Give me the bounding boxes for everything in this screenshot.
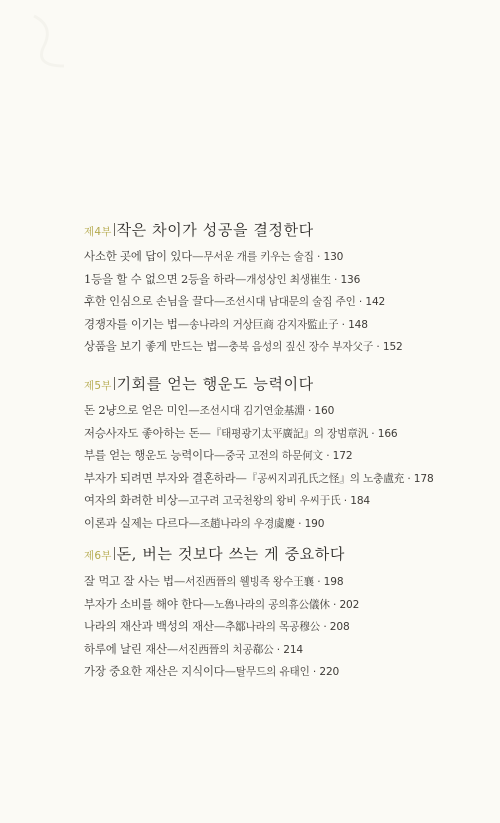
entry-separator: — bbox=[177, 493, 190, 508]
entry-title: 부자가 소비를 해야 한다 bbox=[84, 596, 203, 611]
page-separator: · bbox=[338, 318, 349, 331]
entry-subtitle: 탈무드의 유태인 bbox=[235, 666, 310, 679]
entry-page-number: 172 bbox=[332, 450, 353, 463]
entry-title: 1등을 할 수 없으면 2등을 하라 bbox=[84, 271, 235, 286]
entry-subtitle: 노魯나라의 공의휴公儀休 bbox=[214, 598, 330, 611]
entry-separator: — bbox=[188, 403, 200, 417]
entry-page-number: 214 bbox=[283, 643, 304, 656]
entry-subtitle: 충북 음성의 짚신 장수 부자父子 bbox=[228, 341, 374, 354]
part-6-divider bbox=[114, 547, 115, 560]
toc-entry[interactable] bbox=[84, 444, 434, 467]
entry-title: 상품을 보기 좋게 만드는 법 bbox=[84, 339, 218, 354]
toc-entry[interactable] bbox=[84, 399, 434, 422]
entry-separator: — bbox=[213, 619, 226, 634]
entry-page-number: 220 bbox=[319, 666, 340, 679]
entry-title: 잘 먹고 잘 사는 법 bbox=[84, 574, 174, 588]
entry-page-number: 152 bbox=[382, 341, 403, 354]
entry-subtitle: 서진西晉의 웰빙족 왕수王襄 bbox=[185, 576, 314, 588]
entry-separator: — bbox=[213, 294, 226, 309]
entry-title: 부자가 되려면 부자와 결혼하라 bbox=[84, 470, 236, 485]
page-separator: · bbox=[304, 405, 315, 417]
toc-entry[interactable] bbox=[84, 615, 359, 638]
toc-entry[interactable] bbox=[84, 660, 359, 683]
entry-separator: — bbox=[166, 641, 179, 656]
page-separator: · bbox=[313, 251, 324, 263]
entry-title: 경쟁자를 이기는 법 bbox=[84, 316, 178, 331]
part-4-label: 제4부 bbox=[84, 226, 112, 238]
faint-decoration bbox=[24, 6, 84, 76]
entry-title: 하루에 날린 재산 bbox=[84, 641, 167, 656]
entry-subtitle: 개성상인 최생崔生 bbox=[246, 273, 331, 286]
entry-subtitle: 조선시대 남대문의 술집 주인 bbox=[225, 296, 356, 309]
entry-page-number: 208 bbox=[329, 621, 350, 634]
entry-separator: — bbox=[235, 470, 247, 485]
entry-page-number: 202 bbox=[339, 598, 360, 611]
toc-entry[interactable] bbox=[84, 467, 434, 490]
part-4-entries bbox=[84, 245, 403, 358]
entry-subtitle: 무서운 개를 키우는 술집 bbox=[203, 251, 314, 263]
page-separator: · bbox=[322, 450, 333, 463]
part-6-label: 제6부 bbox=[84, 550, 112, 562]
page-separator: · bbox=[355, 296, 366, 309]
entry-page-number: 136 bbox=[340, 273, 361, 286]
part-4-title: 작은 차이가 성공을 결정한다 bbox=[116, 221, 314, 239]
toc-entry[interactable] bbox=[84, 268, 403, 291]
part-5-divider bbox=[114, 377, 115, 390]
entry-page-number: 178 bbox=[413, 472, 434, 485]
part-5-header bbox=[84, 373, 314, 395]
toc-entry[interactable] bbox=[84, 290, 403, 313]
entry-title: 사소한 곳에 답이 있다 bbox=[84, 249, 193, 263]
entry-separator: — bbox=[213, 448, 226, 463]
part-5-label: 제5부 bbox=[84, 380, 112, 392]
entry-subtitle: 중국 고전의 하문何文 bbox=[225, 450, 323, 463]
entry-page-number: 148 bbox=[348, 318, 368, 331]
part-6-title: 돈, 버는 것보다 쓰는 게 중요하다 bbox=[116, 545, 345, 563]
part-4-divider bbox=[114, 223, 115, 236]
entry-page-number: 190 bbox=[304, 517, 325, 530]
entry-separator: — bbox=[188, 515, 200, 530]
toc-entry[interactable] bbox=[84, 638, 359, 661]
entry-subtitle: 송나라의 거상巨商 감지자監止子 bbox=[189, 318, 339, 331]
page-separator: · bbox=[329, 598, 340, 611]
page-separator: · bbox=[404, 472, 414, 485]
entry-subtitle: 고구려 고국천왕의 왕비 우씨于氏 bbox=[189, 495, 341, 508]
page-separator: · bbox=[309, 666, 320, 679]
page-separator: · bbox=[273, 643, 284, 656]
entry-separator: — bbox=[173, 574, 186, 588]
entry-title: 후한 인심으로 손님을 끌다 bbox=[84, 294, 214, 309]
page-separator: · bbox=[330, 273, 341, 286]
part-5-title: 기회를 얻는 행운도 능력이다 bbox=[116, 375, 314, 393]
part-6-entries bbox=[84, 570, 359, 683]
entry-page-number: 198 bbox=[323, 576, 344, 588]
entry-separator: — bbox=[202, 596, 215, 611]
entry-separator: — bbox=[234, 271, 247, 286]
toc-entry[interactable] bbox=[84, 570, 359, 593]
page-separator: · bbox=[340, 495, 351, 508]
entry-page-number: 160 bbox=[314, 405, 335, 417]
page-separator: · bbox=[314, 576, 324, 588]
toc-entry[interactable] bbox=[84, 422, 434, 445]
part-5-entries bbox=[84, 399, 434, 535]
entry-separator: — bbox=[177, 316, 190, 331]
page-separator: · bbox=[320, 621, 330, 634]
part-4-header bbox=[84, 219, 314, 241]
entry-title: 나라의 재산과 백성의 재산 bbox=[84, 619, 214, 634]
entry-subtitle: 추鄒나라의 목공穆公 bbox=[225, 621, 321, 634]
entry-title: 여자의 화려한 비상 bbox=[84, 493, 178, 508]
entry-title: 돈 2냥으로 얻은 미인 bbox=[84, 403, 189, 417]
entry-subtitle: 조선시대 김기연金基淵 bbox=[199, 405, 305, 417]
toc-entry[interactable] bbox=[84, 512, 434, 535]
entry-subtitle: 조趙나라의 우경虞慶 bbox=[199, 517, 295, 530]
entry-title: 가장 중요한 재산은 지식이다 bbox=[84, 664, 225, 679]
entry-separator: — bbox=[217, 339, 229, 354]
entry-page-number: 142 bbox=[365, 296, 386, 309]
entry-separator: — bbox=[224, 664, 236, 679]
entry-page-number: 184 bbox=[350, 495, 371, 508]
entry-title: 부를 얻는 행운도 능력이다 bbox=[84, 448, 214, 463]
toc-entry[interactable] bbox=[84, 489, 434, 512]
toc-entry[interactable] bbox=[84, 245, 403, 268]
toc-entry[interactable] bbox=[84, 335, 403, 358]
entry-title: 이론과 실제는 다르다 bbox=[84, 515, 189, 530]
entry-separator: — bbox=[199, 425, 211, 440]
entry-separator: — bbox=[192, 249, 204, 263]
part-6-header bbox=[84, 543, 345, 565]
toc-entry[interactable] bbox=[84, 593, 359, 616]
entry-subtitle: 『공씨지괴孔氏之怪』의 노충盧充 bbox=[246, 472, 405, 485]
toc-entry[interactable] bbox=[84, 313, 403, 336]
page-separator: · bbox=[368, 427, 378, 440]
page-separator: · bbox=[294, 517, 305, 530]
page-separator: · bbox=[373, 341, 383, 354]
entry-subtitle: 『태평광기太平廣記』의 장범章汎 bbox=[210, 427, 369, 440]
entry-page-number: 166 bbox=[377, 427, 398, 440]
entry-subtitle: 서진西晉의 치공郗公 bbox=[178, 643, 274, 656]
entry-page-number: 130 bbox=[323, 251, 344, 263]
entry-title: 저승사자도 좋아하는 돈 bbox=[84, 425, 200, 440]
